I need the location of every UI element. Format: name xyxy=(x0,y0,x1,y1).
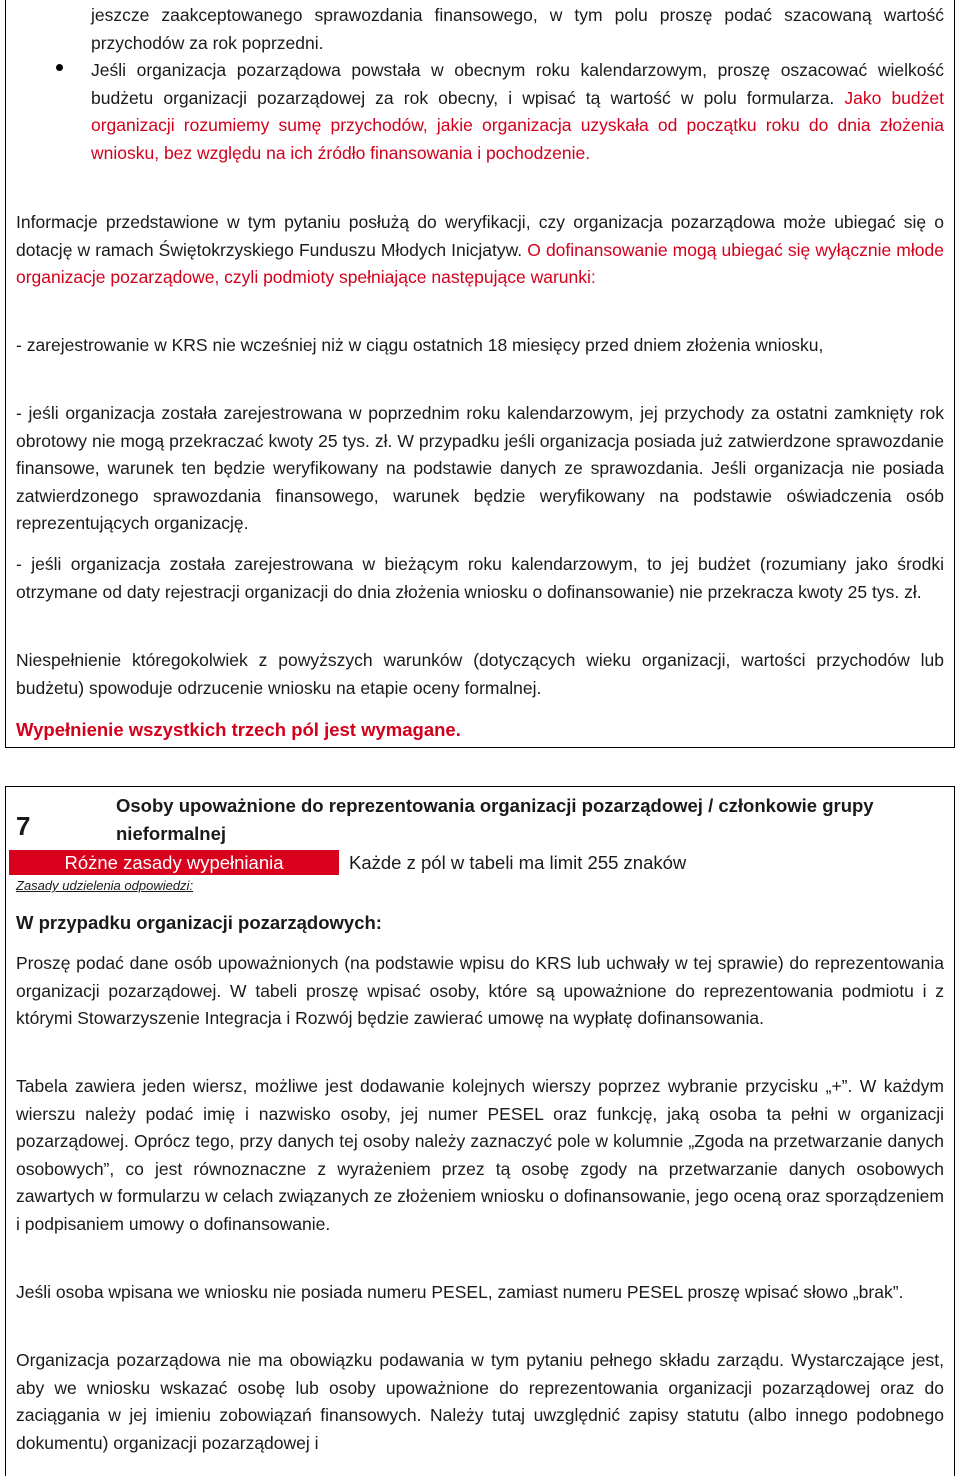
new-organization-bullet xyxy=(91,57,944,167)
table-instructions-paragraph: Tabela zawiera jeden wiersz, możliwe jest dodawanie kolejnych wierszy poprzez wybranie przycisku „+”. W każdym wierszu należy podać imię i nazwisko osoby, jej numer PESEL oraz funkcję, jaką osoba ta pełni w organizacji pozarządowej. Oprócz tego, przy danych tej osoby należy zaznaczyć pole w kolumnie „Zgoda na przetwarzanie danych osobowych”, co jest równoznaczne z wyrażeniem przez tą osobę zgody na przetwarzanie danych osobowych zawartych w formularzu w celach związanych ze złożeniem wniosku o dofinansowanie, jego oceną oraz sporządzeniem i podpisaniem umowy o dofinansowanie. xyxy=(16,1076,944,1234)
pesel-paragraph: Jeśli osoba wpisana we wniosku nie posiada numeru PESEL, zamiast numeru PESEL proszę wpisać słowo „brak”. xyxy=(16,1282,904,1302)
section-7 xyxy=(5,786,955,1476)
board-composition-paragraph: Organizacja pozarządowa nie ma obowiązku podawania w tym pytaniu pełnego składu zarządu. Wystarczające jest, aby we wniosku wskazać osobę lub osoby upoważnione do reprezentowania organizacji pozarządowej oraz do zaciągania w jej imieniu zobowiązań finansowych. Należy tutaj uwzględnić zapisy statutu (albo innego podobnego dokumentu) organizacji pozarządowej i xyxy=(16,1350,944,1453)
rejection-notice: Niespełnienie któregokolwiek z powyższych warunków (dotyczących wieku organizacji, wartości przychodów lub budżetu) spowoduje odrzucenie wniosku na etapie oceny formalnej. xyxy=(16,650,944,698)
condition-krs-registration: - zarejestrowanie w KRS nie wcześniej niż w ciągu ostatnich 18 miesięcy przed dniem złożenia wniosku, xyxy=(16,335,824,355)
representatives-paragraph: Proszę podać dane osób upoważnionych (na podstawie wpisu do KRS lub uchwały w tej sprawie) do reprezentowania organizacji pozarządowej. W tabeli proszę wpisać osoby, które są upoważnione do reprezentowania podmiotu i z którymi Stowarzyszenie Integracja i Rozwój będzie zawierać umowę na wypłatę dofinansowania. xyxy=(16,953,944,1028)
ngo-heading: W przypadku organizacji pozarządowych: xyxy=(16,912,382,933)
budget-definition-text: Jako budżet organizacji rozumiemy sumę przychodów, jakie organizacja uzyskała od początku roku do dnia złożenia wniosku, bez względu na ich źródło finansowania i pochodzenie. xyxy=(91,87,944,163)
bullet-icon xyxy=(56,64,63,71)
condition-previous-year-revenue: - jeśli organizacja została zarejestrowana w poprzednim roku kalendarzowym, jej przychody za ostatni zamknięty rok obrotowy nie mogą przekraczać kwoty 25 tys. zł. W przypadku jeśli organizacja posiada już zatwierdzone sprawozdanie finansowe, warunek ten będzie weryfikowany na podstawie danych ze sprawozdania. Jeśli organizacja nie posiada zatwierdzonego sprawozdania finansowego, warunek będzie weryfikowany na podstawie oświadczenia osób reprezentujących organizację. xyxy=(16,403,944,533)
field-limit-text: Każde z pól w tabeli ma limit 255 znaków xyxy=(349,852,687,873)
instructions-section xyxy=(5,0,955,748)
verification-info-paragraph xyxy=(16,209,944,292)
verification-info-text: Informacje przedstawione w tym pytaniu posłużą do weryfikacji, czy organizacja pozarządowa może ubiegać się o dotację w ramach Świętokrzyskiego Funduszu Młodych Inicjatyw. xyxy=(16,212,944,260)
continuation-text: jeszcze zaakceptowanego sprawozdania finansowego, w tym polu proszę podać szacowaną wartość przychodów za rok poprzedni. xyxy=(91,5,944,53)
section-number: 7 xyxy=(16,811,31,841)
required-fields-notice: Wypełnienie wszystkich trzech pól jest wymagane. xyxy=(16,719,461,740)
rules-badge: Różne zasady wypełniania xyxy=(9,850,339,875)
eligibility-text: O dofinansowanie mogą ubiegać się wyłącznie młode organizacje pozarządowe, czyli podmioty spełniające następujące warunki: xyxy=(16,239,944,287)
section-title: Osoby upoważnione do reprezentowania organizacji pozarządowej / członkowie grupy nieformalnej xyxy=(116,795,874,844)
bullet-text: Jeśli organizacja pozarządowa powstała w obecnym roku kalendarzowym, proszę oszacować wielkość budżetu organizacji pozarządowej za rok obecny, i wpisać tą wartość w polu formularza. xyxy=(91,60,944,108)
answer-rules-label: Zasady udzielenia odpowiedzi: xyxy=(16,878,194,893)
condition-current-year-budget: - jeśli organizacja została zarejestrowana w bieżącym roku kalendarzowym, to jej budżet (rozumiany jako środki otrzymane od daty rejestracji organizacji do dnia złożenia wniosku o dofinansowanie) nie przekracza kwoty 25 tys. zł. xyxy=(16,554,944,602)
